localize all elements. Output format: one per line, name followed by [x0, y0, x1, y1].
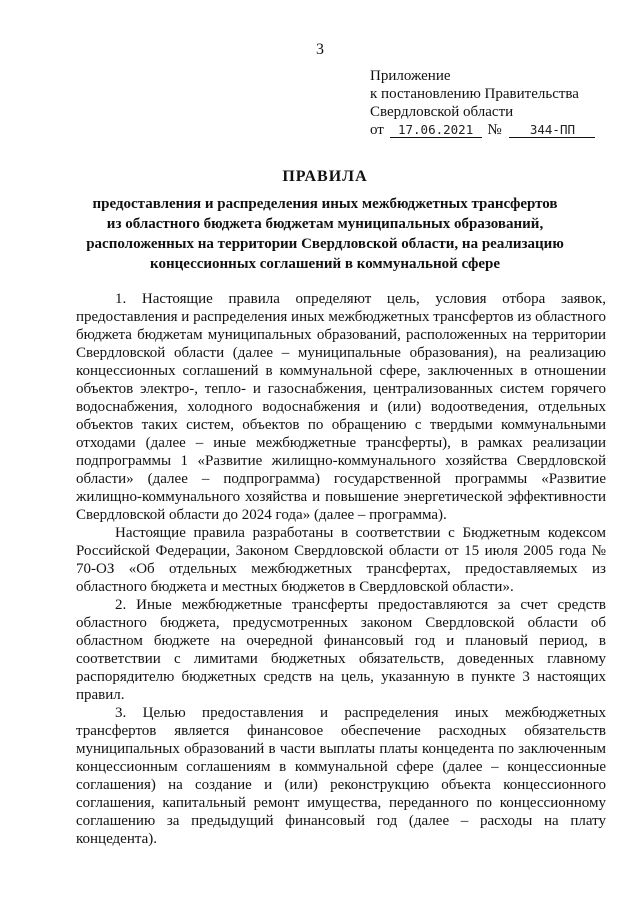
- document-title: ПРАВИЛА: [282, 168, 368, 185]
- paragraph-1-continued: Настоящие правила разработаны в соответствии с Бюджетным кодексом Российской Федерации, Законом Свердловской области от 15 июля 2005 года № 70-ОЗ «Об отдельных межбюджетных трансфертах, предоставляемых из областного бюджета и местных бюджетов в Свердловской области».: [76, 525, 606, 595]
- appendix-date-line: [370, 121, 620, 139]
- page-number: 3: [316, 41, 324, 58]
- appendix-line-2: к постановлению Правительства: [370, 86, 579, 102]
- appendix-block: [370, 67, 620, 139]
- appendix-label: Приложение: [370, 68, 451, 84]
- paragraph-1: 1. Настоящие правила определяют цель, условия отбора заявок, предоставления и распределения иных межбюджетных трансфертов из областного бюджета бюджетам муниципальных образований, расположенных на территории Свердловской области (далее – муниципальные образования), на реализацию концессионных соглашений в коммунальной сфере, заключенных в отношении объектов электро-, тепло- и газоснабжения, централизованных систем горячего водоснабжения, холодного водоснабжения и (или) водоотведения, отдельных объектов таких систем, объектов по обращению с твердыми коммунальными отходами (далее – иные межбюджетные трансферты), в рамках реализации подпрограммы 1 «Развитие жилищно-коммунального хозяйства Свердловской области» (далее – подпрограмма) государственной программы «Развитие жилищно-коммунального хозяйства и повышение энергетической эффективности Свердловской области до 2024 года» (далее – программа).: [76, 291, 606, 523]
- paragraph-2: 2. Иные межбюджетные трансферты предоставляются за счет средств областного бюджета, предусмотренных законом Свердловской области об областном бюджете на очередной финансовый год и плановый период, в соответствии с лимитами бюджетных обязательств, доведенных главному распорядителю бюджетных средств на цель, указанную в пункте 3 настоящих правил.: [76, 597, 606, 703]
- number-label: №: [487, 122, 502, 138]
- paragraph-3: 3. Целью предоставления и распределения иных межбюджетных трансфертов является финансовое обеспечение расходных обязательств муниципальных образований в части выплаты платы концедента по заключенным концессионным соглашениям в коммунальной сфере (далее – концессионные соглашения) на создание и (или) реконструкцию объекта концессионного соглашения, капитальный ремонт имущества, переданного по концессионному соглашению за предыдущий финансовый год (далее – расходы на плату концедента).: [76, 705, 606, 847]
- document-title-block: [80, 167, 570, 274]
- decree-date: 17.06.2021: [390, 122, 482, 138]
- appendix-line-3: Свердловской области: [370, 104, 514, 120]
- subtitle-line: предоставления и распределения иных межбюджетных трансфертов: [92, 196, 558, 212]
- decree-number: 344-ПП: [509, 122, 595, 138]
- subtitle-line: расположенных на территории Свердловской области, на реализацию: [86, 236, 564, 252]
- ot-label: от: [370, 122, 384, 138]
- document-subtitle: [80, 194, 570, 274]
- subtitle-line: концессионных соглашений в коммунальной сфере: [150, 256, 500, 272]
- document-body: [76, 290, 606, 848]
- subtitle-line: из областного бюджета бюджетам муниципальных образований,: [106, 216, 544, 232]
